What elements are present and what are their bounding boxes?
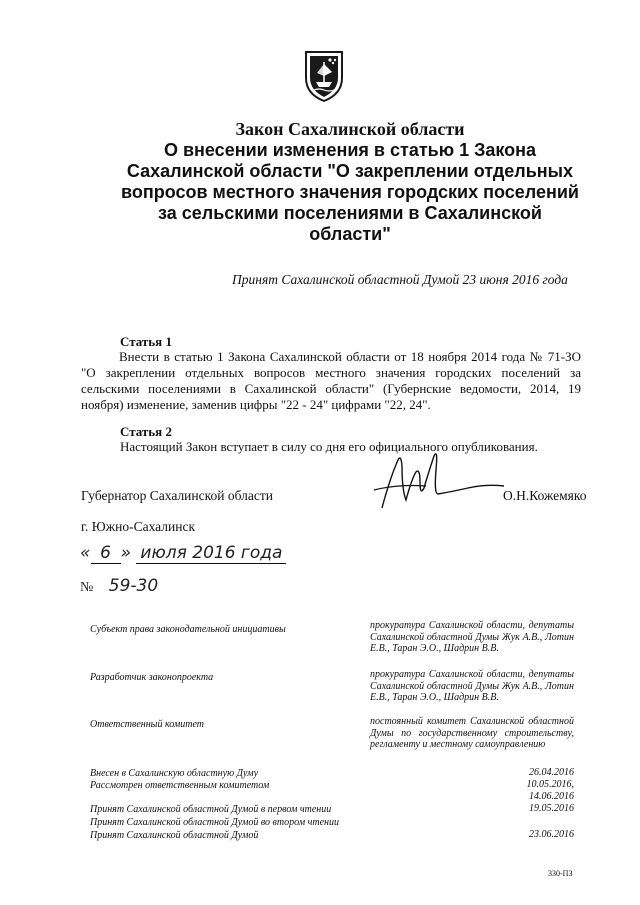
- timeline-date: 23.06.2016: [529, 829, 574, 840]
- subtitle-line: области": [309, 224, 391, 244]
- governor-name: О.Н.Кожемяко: [503, 488, 587, 503]
- coat-of-arms-emblem: [302, 48, 346, 104]
- governor-label: Губернатор Сахалинской области: [81, 488, 273, 503]
- article-1-text: Внести в статью 1 Закона Сахалинской области от 18 ноября 2014 года № 71-ЗО "О закреплении отдельных вопросов местного значения городских поселений за сельскими поселениями в Сахалинской области" (Губернские ведомости, 2014, 19 ноября) изменение, заменив цифры "22 - 24" цифрами "22, 24".: [81, 349, 581, 412]
- law-title: Закон Сахалинской области: [235, 119, 465, 139]
- timeline-date: 26.04.2016: [529, 767, 574, 778]
- handwritten-signature: [368, 448, 508, 523]
- subject-label: Субъект права законодательной инициативы: [90, 624, 286, 635]
- subtitle-line: вопросов местного значения городских поселений: [121, 182, 579, 202]
- subtitle-line: Сахалинской области "О закреплении отдельных: [126, 161, 574, 181]
- timeline-date: 19.05.2016: [529, 803, 574, 814]
- date-day: 6: [91, 543, 121, 564]
- committee-label: Ответственный комитет: [90, 719, 204, 730]
- document-number: [80, 576, 158, 596]
- article-2-heading: Статья 2: [120, 424, 172, 439]
- city-name: г. Южно-Сахалинск: [81, 519, 196, 534]
- timeline-date: 10.05.2016,: [526, 779, 574, 790]
- timeline-label: Внесен в Сахалинскую областную Думу: [90, 768, 259, 779]
- subject-value: прокуратура Сахалинской области, депутаты Сахалинской областной Думы Жук А.В., Лотин Е.В., Таран Э.О., Шадрин В.В.: [370, 620, 574, 654]
- date-open-quote: «: [80, 543, 91, 563]
- adoption-note: Принят Сахалинской областной Думой 23 июня 2016 года: [232, 272, 568, 287]
- law-subtitle: [60, 140, 640, 245]
- handwritten-date: [80, 543, 286, 564]
- date-month-year: июля 2016 года: [136, 543, 286, 564]
- number-label: №: [80, 580, 94, 595]
- timeline-label: Принят Сахалинской областной Думой во втором чтении: [90, 817, 340, 828]
- article-2-text: Настоящий Закон вступает в силу со дня его официального опубликования.: [120, 439, 538, 454]
- signature-icon: [368, 448, 508, 518]
- developer-label: Разработчик законопроекта: [90, 672, 214, 683]
- emblem-icon: [302, 48, 346, 104]
- timeline-label: Принят Сахалинской областной Думой: [90, 830, 259, 841]
- number-value: 59-30: [108, 576, 159, 596]
- subtitle-line: О внесении изменения в статью 1 Закона: [163, 140, 537, 160]
- document-code: 330-ПЗ: [548, 869, 573, 878]
- developer-value: прокуратура Сахалинской области, депутаты Сахалинской областной Думы Жук А.В., Лотин Е.В., Таран Э.О., Шадрин В.В.: [370, 669, 574, 703]
- subtitle-line: за сельскими поселениями в Сахалинской: [158, 203, 542, 223]
- article-1-heading: Статья 1: [120, 334, 172, 349]
- timeline-label: Рассмотрен ответственным комитетом: [90, 780, 270, 791]
- timeline-label: Принят Сахалинской областной Думой в первом чтении: [90, 804, 332, 815]
- committee-value: постоянный комитет Сахалинской областной Думы по государственному строительству, регламенту и местному самоуправлению: [370, 716, 574, 750]
- timeline-date: 14.06.2016: [529, 791, 574, 802]
- date-close-quote: »: [120, 543, 131, 563]
